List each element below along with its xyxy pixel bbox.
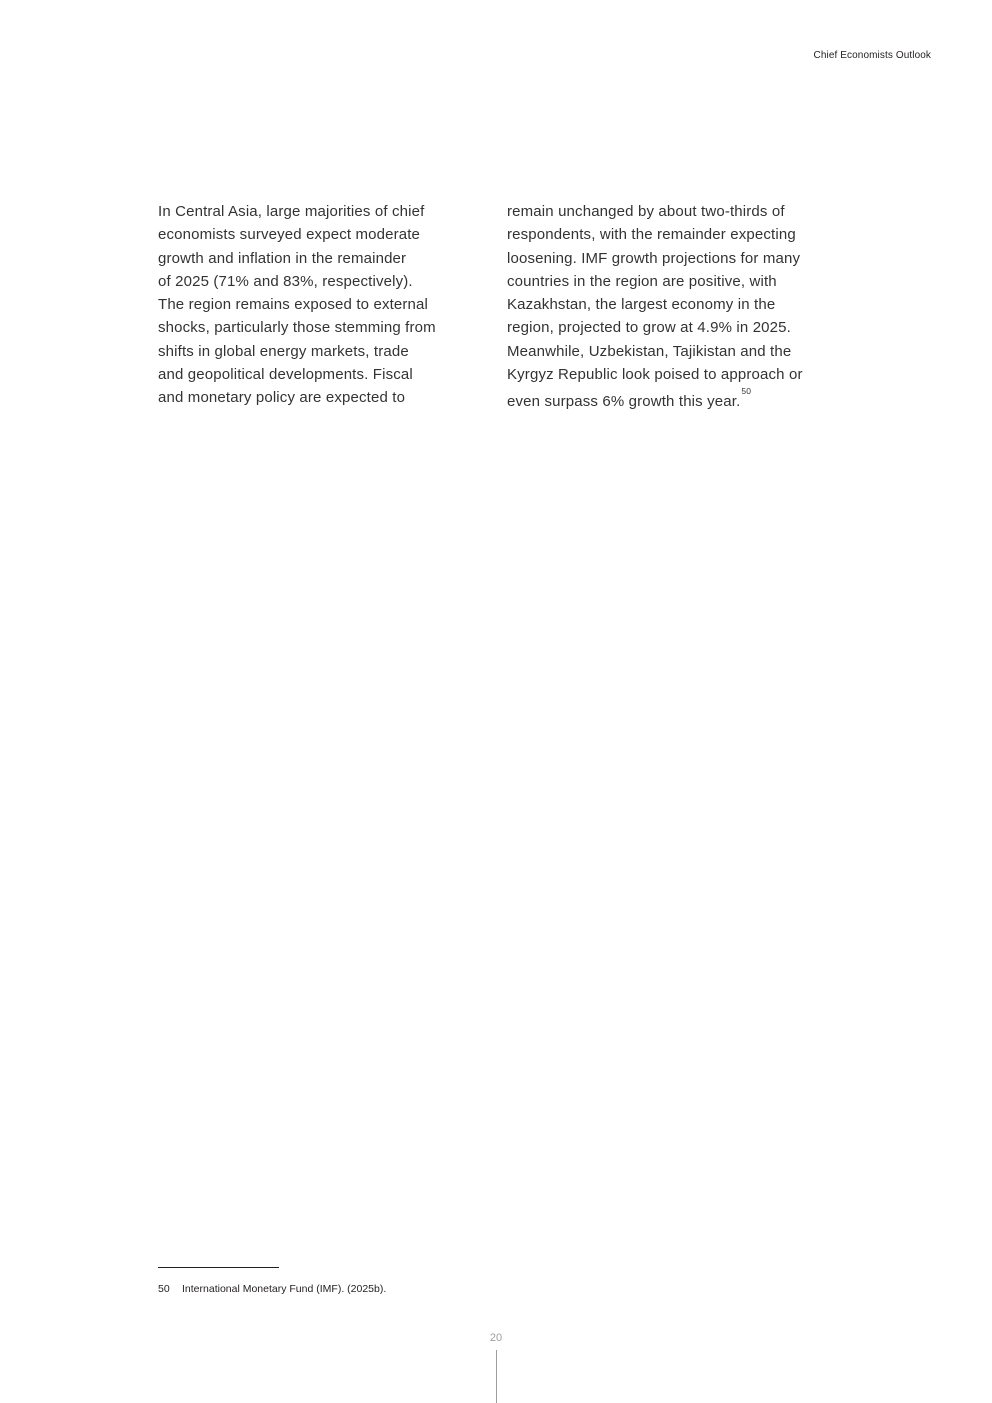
page-number-divider — [496, 1350, 497, 1403]
paragraph-line: remain unchanged by about two-thirds of — [507, 203, 785, 220]
paragraph-line: The region remains exposed to external — [158, 296, 429, 314]
body-column-left — [158, 200, 478, 410]
paragraph-line-last — [507, 386, 847, 413]
paragraph-line: shifts in global energy markets, trade — [158, 342, 409, 360]
footnote-text: International Monetary Fund (IMF). (2025b). — [182, 1283, 387, 1295]
paragraph-line: of 2025 (71% and 83%, respectively). — [158, 272, 413, 290]
footnote-reference[interactable]: 50 — [741, 386, 752, 397]
running-header: Chief Economists Outlook — [813, 50, 931, 61]
paragraph-line: Kyrgyz Republic look poised to approach or — [507, 366, 803, 384]
paragraph-line: growth and inflation in the remainder — [158, 249, 407, 267]
footnote — [158, 1283, 386, 1295]
footnote-divider — [158, 1267, 279, 1268]
paragraph-line: countries in the region are positive, with — [507, 272, 777, 290]
paragraph-line: Kazakhstan, the largest economy in the — [507, 296, 776, 314]
body-column-right — [507, 200, 847, 414]
footnote-number: 50 — [158, 1283, 170, 1295]
paragraph-line: shocks, particularly those stemming from — [158, 319, 436, 337]
paragraph-line: and geopolitical developments. Fiscal — [158, 366, 413, 384]
paragraph-line: and monetary policy are expected to — [158, 389, 406, 407]
paragraph-line: region, projected to grow at 4.9% in 2025. — [507, 319, 791, 337]
paragraph-line: loosening. IMF growth projections for many — [507, 249, 801, 267]
paragraph-line: respondents, with the remainder expecting — [507, 226, 796, 244]
paragraph-line: economists surveyed expect moderate — [158, 226, 421, 244]
paragraph-text: even surpass 6% growth this year. — [507, 393, 741, 411]
paragraph-line: In Central Asia, large majorities of chief — [158, 203, 425, 220]
paragraph-line: Meanwhile, Uzbekistan, Tajikistan and the — [507, 342, 792, 360]
page-number: 20 — [489, 1332, 503, 1344]
